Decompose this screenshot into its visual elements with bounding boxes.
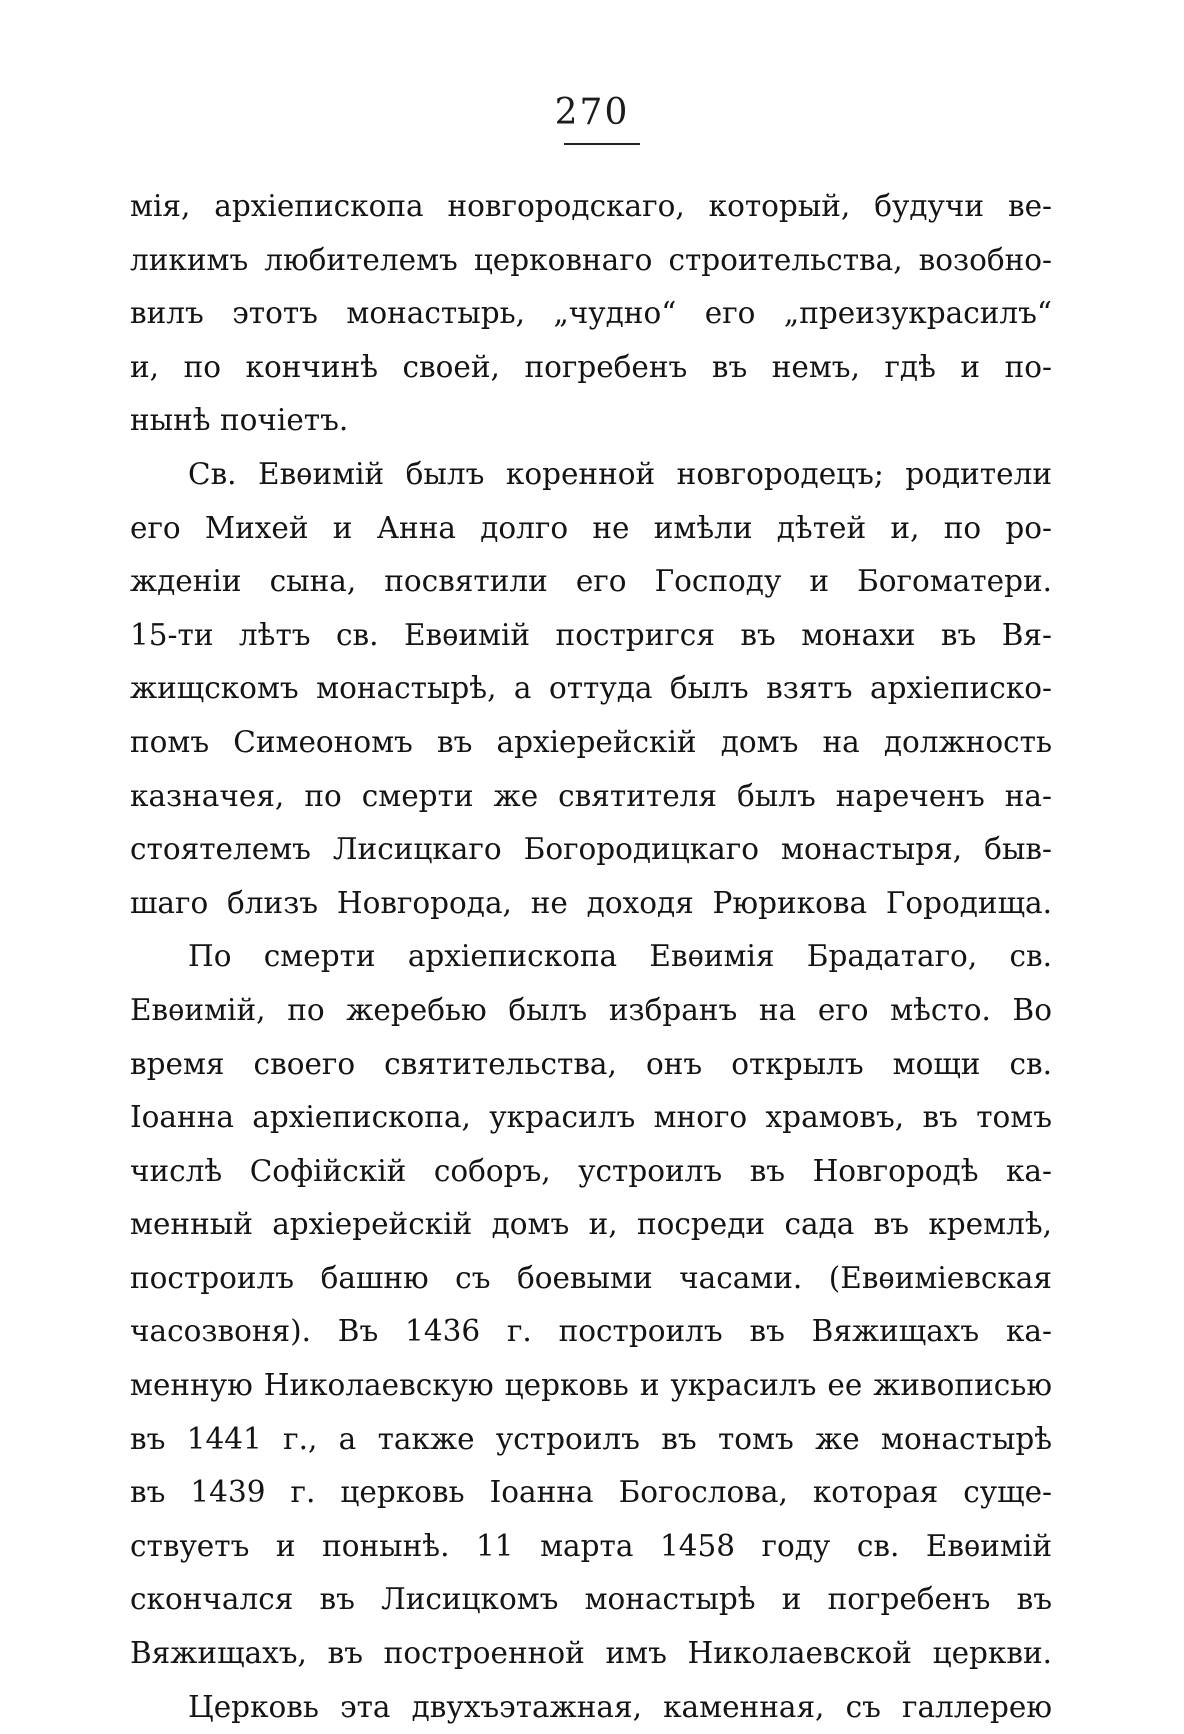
text-line: вилъ этотъ монастырь, „чудно“ его „преизукрасилъ“ xyxy=(130,296,1052,331)
page-number: 270 xyxy=(554,92,630,133)
text-line: менную Николаевскую церковь и украсилъ ее живописью xyxy=(130,1368,1052,1403)
text-line: его Михей и Анна долго не имѣли дѣтей и, по ро- xyxy=(130,510,1052,545)
text-line: въ 1441 г., а также устроилъ въ томъ же монастырѣ xyxy=(130,1421,1052,1456)
text-line: нынѣ почіетъ. xyxy=(130,403,349,438)
text-line: стоятелемъ Лисицкаго Богородицкаго монастыря, быв- xyxy=(130,832,1052,867)
text-line: мія, архіепископа новгородскаго, который, будучи ве- xyxy=(130,189,1052,223)
text-line: 15-ти лѣтъ св. Евѳимій постригся въ монахи въ Вя- xyxy=(130,617,1052,652)
page-number-rule xyxy=(564,143,640,145)
text-line: помъ Симеономъ въ архіерейскій домъ на должность xyxy=(130,724,1052,759)
text-line: числѣ Софійскій соборъ, устроилъ въ Новгородѣ ка- xyxy=(130,1153,1052,1188)
text-line: Св. Евѳимій былъ коренной новгородецъ; родители xyxy=(188,456,1052,491)
text-line: и, по кончинѣ своей, погребенъ въ немъ, гдѣ и по- xyxy=(130,349,1052,384)
text-line: скончался въ Лисицкомъ монастырѣ и погребенъ въ xyxy=(130,1582,1052,1617)
text-line: Церковь эта двухъэтажная, каменная, съ галлерею xyxy=(188,1689,1052,1724)
body-text xyxy=(130,180,1052,1734)
text-line: Евѳимій, по жеребью былъ избранъ на его мѣсто. Во xyxy=(130,992,1052,1027)
text-line: Іоанна архіепископа, украсилъ много храмовъ, въ томъ xyxy=(130,1100,1052,1135)
text-line: Вяжищахъ, въ построенной имъ Николаевской церкви. xyxy=(130,1636,1052,1671)
text-line: жищскомъ монастырѣ, а оттуда былъ взятъ архіеписко- xyxy=(130,671,1052,706)
text-line: жденіи сына, посвятили его Господу и Богоматери. xyxy=(130,564,1052,599)
text-line: ствуетъ и понынѣ. 11 марта 1458 году св. Евѳимій xyxy=(130,1528,1052,1563)
text-line: ликимъ любителемъ церковнаго строительства, возобно- xyxy=(130,242,1052,277)
text-line: построилъ башню съ боевыми часами. (Евѳиміевская xyxy=(130,1260,1052,1295)
text-line: время своего святительства, онъ открылъ мощи св. xyxy=(130,1046,1052,1081)
text-line: часозвоня). Въ 1436 г. построилъ въ Вяжищахъ ка- xyxy=(130,1314,1052,1349)
text-line: казначея, по смерти же святителя былъ нареченъ на- xyxy=(130,778,1052,813)
text-line: менный архіерейскій домъ и, посреди сада въ кремлѣ, xyxy=(130,1207,1052,1242)
text-line: шаго близъ Новгорода, не доходя Рюрикова Городища. xyxy=(130,885,1052,920)
text-line: По смерти архіепископа Евѳимія Брадатаго, св. xyxy=(188,939,1052,974)
text-line: въ 1439 г. церковь Іоанна Богослова, которая суще- xyxy=(130,1475,1052,1510)
